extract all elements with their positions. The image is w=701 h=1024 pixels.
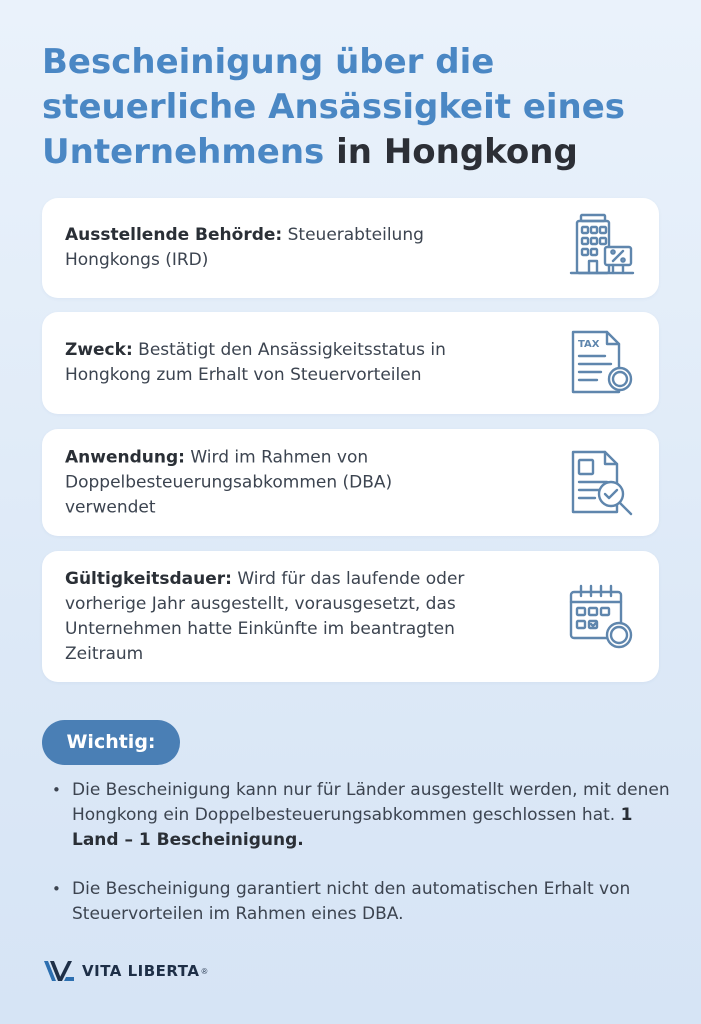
card-label: Gültigkeitsdauer: xyxy=(65,568,232,589)
card-label: Ausstellende Behörde: xyxy=(65,225,283,245)
tax-document-magnifier-icon xyxy=(565,326,639,400)
info-card-issuing-authority xyxy=(42,198,659,298)
card-text xyxy=(65,445,475,520)
bullet-dot: • xyxy=(52,781,61,799)
office-building-percent-icon xyxy=(565,211,639,285)
title-line-3-dark: in Hongkong xyxy=(324,132,578,172)
card-text xyxy=(65,338,535,388)
document-checkmark-magnifier-icon xyxy=(565,446,639,520)
card-value: Bestätigt den Ansässigkeitsstatus in Hongkong zum Erhalt von Steuervorteilen xyxy=(65,340,446,385)
card-value: Steuerabteilung Hongkongs (IRD) xyxy=(65,225,424,270)
card-value: Wird im Rahmen von Doppelbesteuerungsabkommen (DBA) verwendet xyxy=(65,447,393,517)
card-text xyxy=(65,223,485,273)
info-card-purpose xyxy=(42,312,659,414)
page-title xyxy=(42,40,672,175)
bullet-text: Die Bescheinigung kann nur für Länder ausgestellt werden, mit denen Hongkong ein Doppelbesteuerungsabkommen geschlossen hat. xyxy=(72,780,670,825)
bullet-bold-text: 1 Land – 1 Bescheinigung. xyxy=(72,805,633,850)
vita-liberta-logo-icon xyxy=(42,959,76,983)
calendar-magnifier-icon xyxy=(565,580,639,654)
important-badge: Wichtig: xyxy=(42,720,180,765)
important-bullet-list xyxy=(52,778,672,951)
list-item xyxy=(52,778,672,853)
card-value: Wird für das laufende oder vorherige Jahr ausgestellt, vorausgesetzt, das Unternehmen hatte Einkünfte im beantragten Zeitraum xyxy=(65,568,465,664)
info-card-application xyxy=(42,429,659,536)
title-line-1: Bescheinigung über die xyxy=(42,42,495,82)
logo-text: VITA LIBERTA xyxy=(82,962,200,980)
title-line-2: steuerliche Ansässigkeit eines xyxy=(42,87,626,127)
tax-label: TAX xyxy=(578,339,600,350)
bullet-text: Die Bescheinigung garantiert nicht den automatischen Erhalt von Steuervorteilen im Rahmen eines DBA. xyxy=(72,879,631,924)
list-item xyxy=(52,877,672,927)
title-line-3-accent: Unternehmens xyxy=(42,132,325,172)
info-card-validity xyxy=(42,551,659,682)
card-text xyxy=(65,567,535,667)
vita-liberta-logo xyxy=(42,958,207,984)
card-label: Zweck: xyxy=(65,340,133,360)
logo-registered-mark: ® xyxy=(201,966,208,976)
card-label: Anwendung: xyxy=(65,447,185,467)
bullet-dot: • xyxy=(52,880,61,898)
